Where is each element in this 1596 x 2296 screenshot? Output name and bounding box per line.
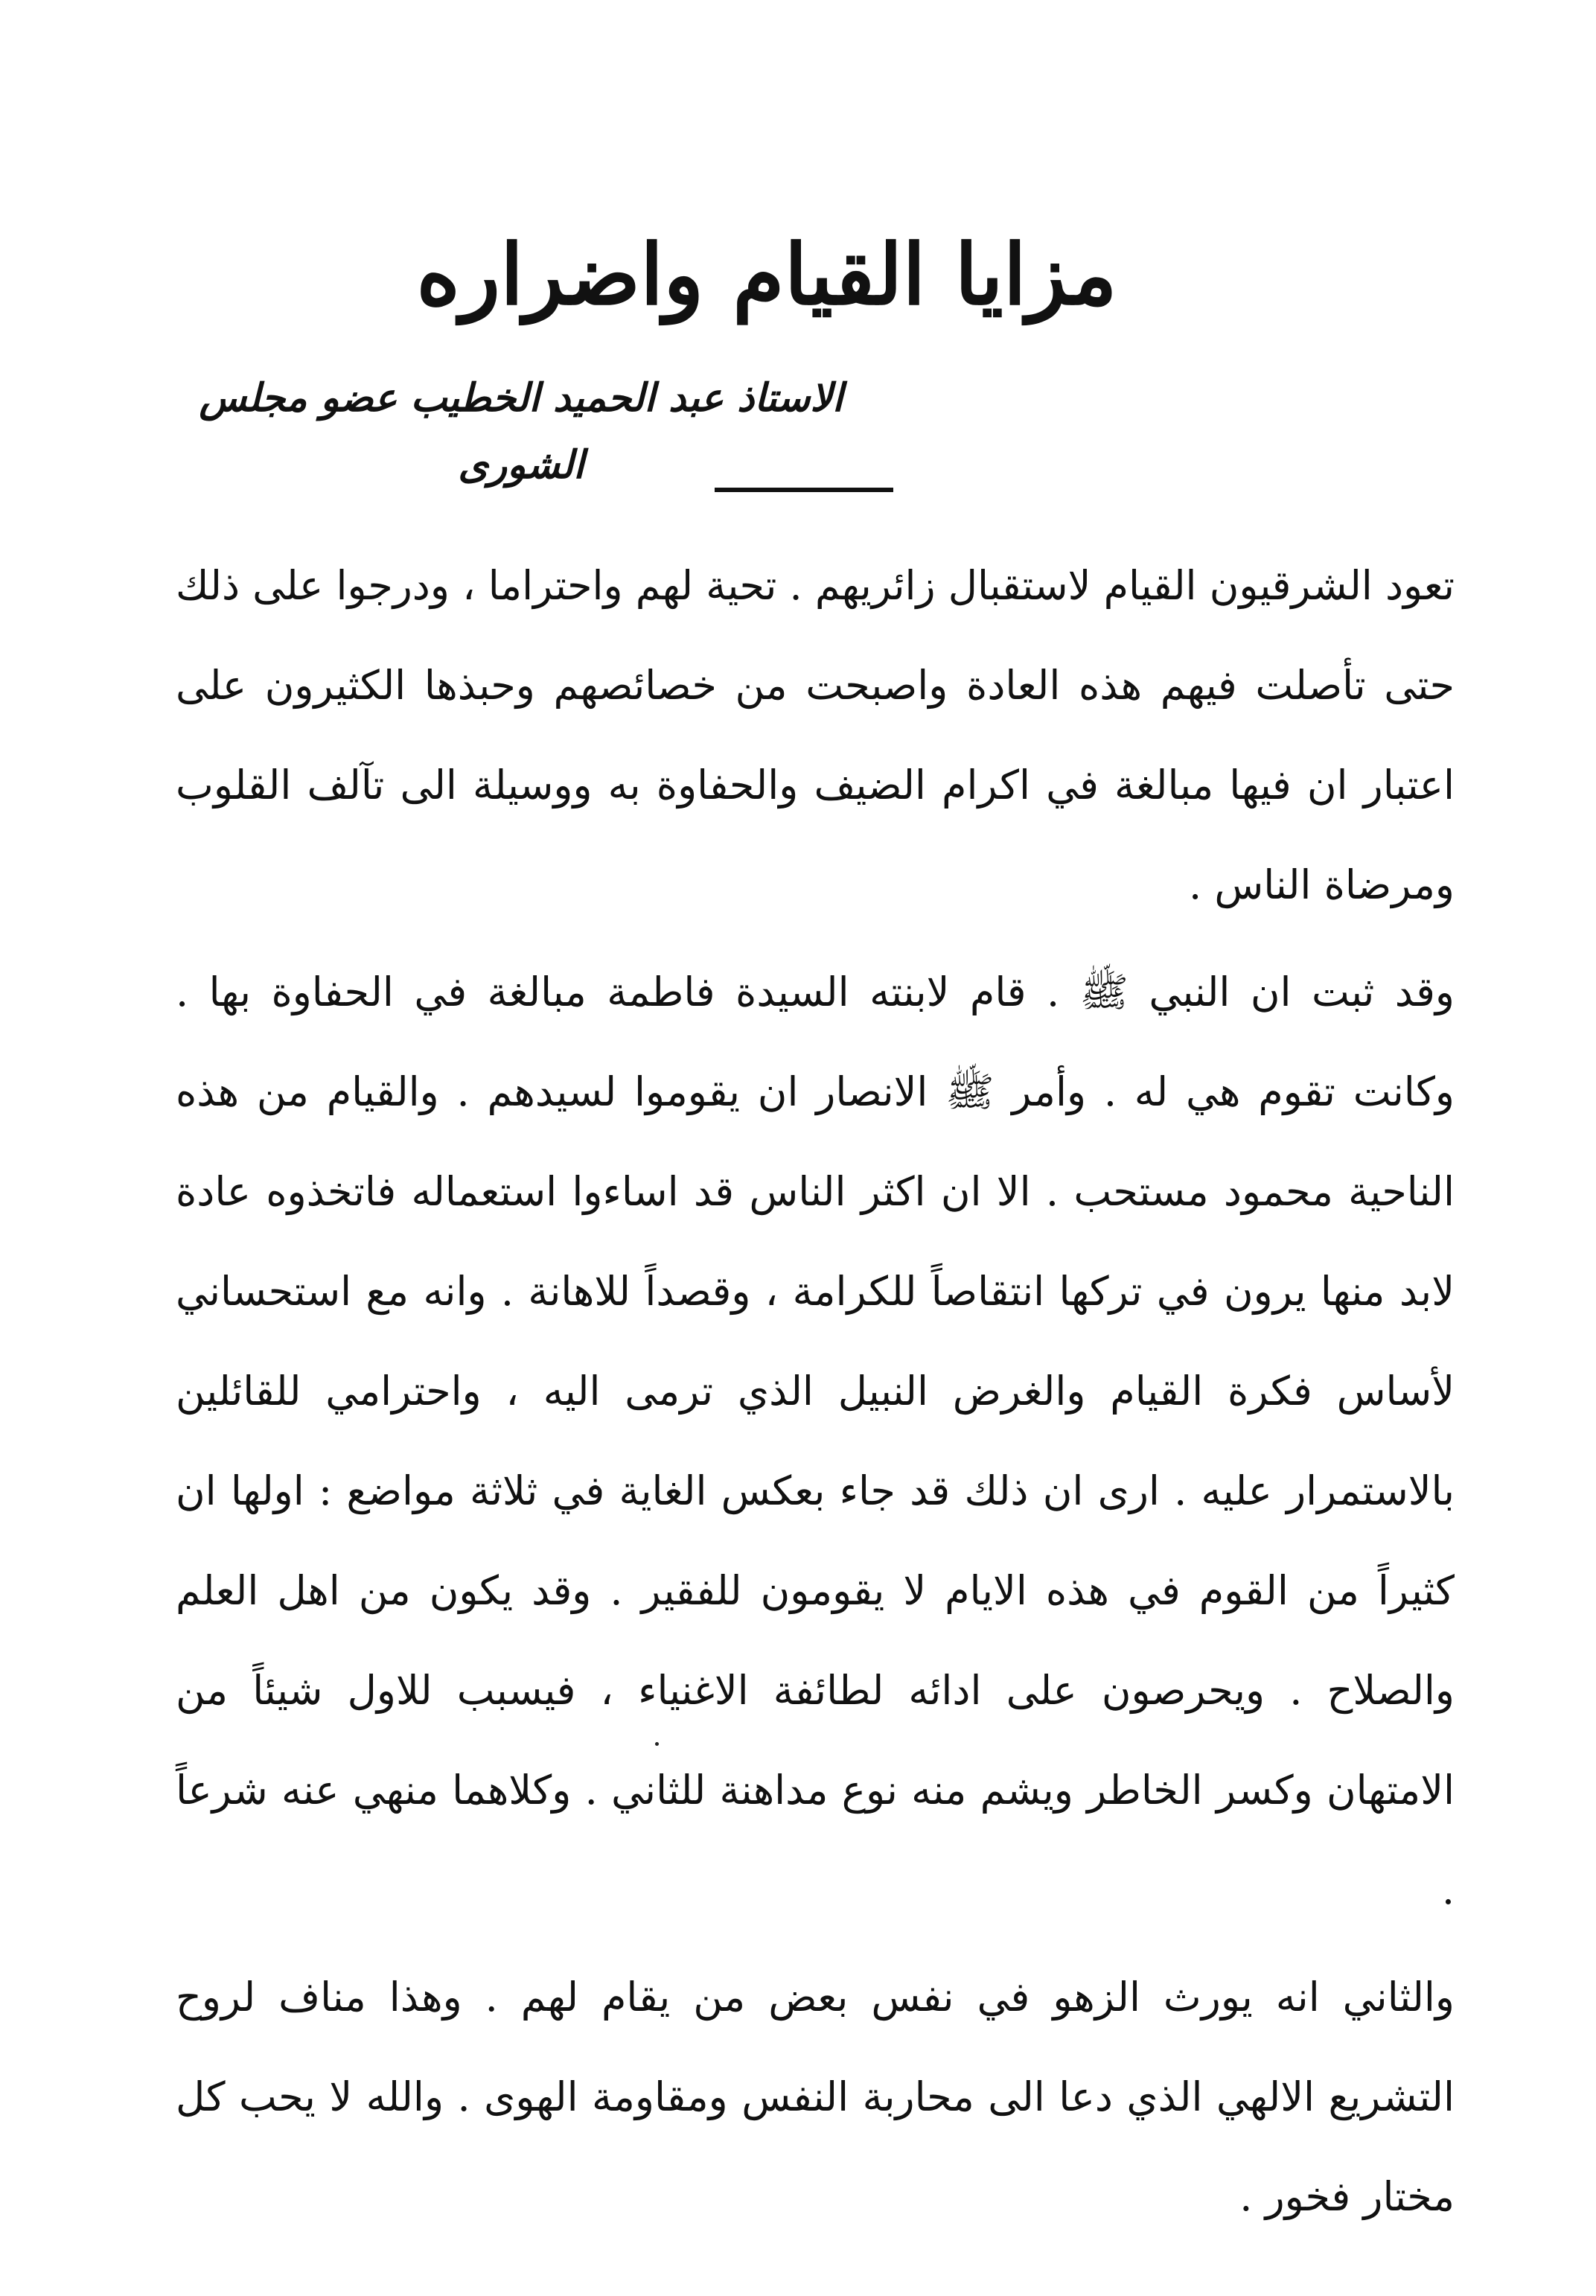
paragraph-2: وقد ثبت ان النبي ﷺ . قام لابنته السيدة فاطمة مبالغة في الحفاوة بها . وكانت تقوم هي له . وأمر ﷺ الانصار ان يقوموا لسيدهم . والقيام من هذه الناحية محمود مستحب . الا ان اكثر الناس قد اساءوا استعماله فاتخذوه عادة لابد منها يرون في تركها انتقاصاً للكرامة ، وقصداً للاهانة . وانه مع استحساني لأساس فكرة القيام والغرض النبيل الذي ترمى اليه ، واحترامي للقائلين بالاستمرار عليه . ارى ان ذلك قد جاء بعكس الغاية في ثلاثة مواضع : اولها ان كثيراً من القوم في هذه الايام لا يقومون للفقير . وقد يكون من اهل العلم والصلاح . ويحرصون على ادائه لطائفة الاغنياء ، فيسبب للاول شيئاً من الامتهان وكسر الخاطر ويشم منه نوع مداهنة للثاني . وكلاهما منهي عنه شرعاً .: [176, 969, 1455, 1913]
article-title: مزايا القيام واضراره: [416, 226, 1117, 324]
scan-speck: [655, 1742, 659, 1746]
title-divider: [715, 488, 893, 492]
article-body: [176, 536, 1455, 2247]
paragraph-3: والثاني انه يورث الزهو في نفس بعض من يقام لهم . وهذا مناف لروح التشريع الالهي الذي دعا الى محاربة النفس ومقاومة الهوى . والله لا يحب كل مختار فخور .: [176, 1974, 1455, 2220]
article-byline: الاستاذ عبد الحميد الخطيب عضو مجلس الشورى: [199, 375, 843, 488]
paragraph-1: تعود الشرقيون القيام لاستقبال زائريهم . تحية لهم واحتراما ، ودرجوا على ذلك حتى تأصلت فيهم هذه العادة واصبحت من خصائصهم وحبذها الكثيرون على اعتبار ان فيها مبالغة في اكرام الضيف والحفاوة به ووسيلة الى تآلف القلوب ومرضاة الناس .: [176, 562, 1455, 908]
